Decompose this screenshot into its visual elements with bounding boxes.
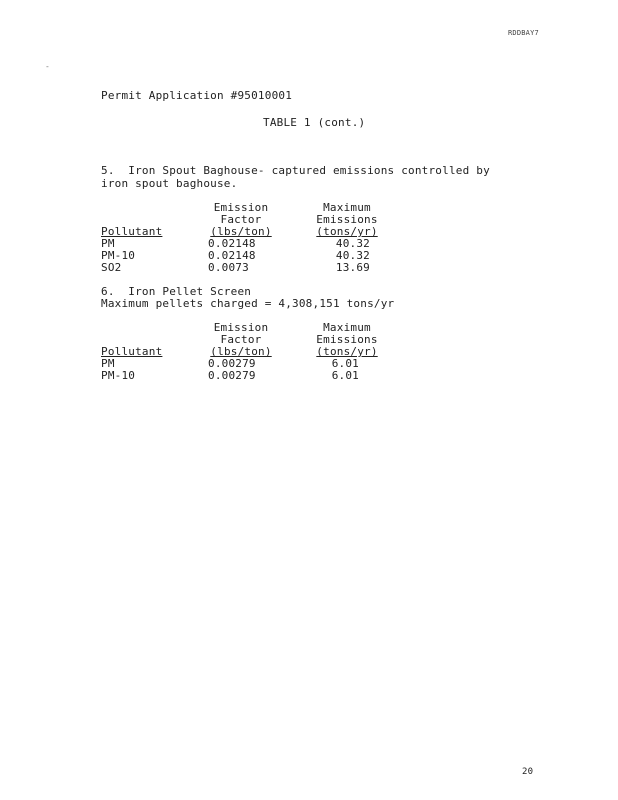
section5-row-pollutant: SO2 (101, 261, 122, 274)
section5-row-factor: 0.0073 (208, 261, 249, 274)
section6-factor-header-3: (lbs/ton) (210, 345, 272, 358)
corner-mark: - (45, 62, 51, 71)
section6-factor-header-1: Emission (213, 321, 269, 334)
section5-factor-header-3: (lbs/ton) (210, 225, 272, 238)
section6-heading-line2: Maximum pellets charged = 4,308,151 tons/yr (101, 297, 395, 310)
section6-row-max: 6.01 (331, 357, 359, 370)
page-number: 20 (522, 767, 534, 777)
section6-max-header-3: (tons/yr) (316, 345, 378, 358)
section5-max-header-3: (tons/yr) (316, 225, 378, 238)
section5-pollutant-header: Pollutant (101, 225, 163, 238)
section6-row-max: 6.01 (331, 369, 359, 382)
section5-row-pollutant: PM-10 (101, 249, 136, 262)
section5-row-max: 40.32 (335, 249, 370, 262)
section6-row-factor: 0.00279 (208, 369, 256, 382)
section5-factor-header-1: Emission (213, 201, 269, 214)
section5-heading-line2: iron spout baghouse. (101, 177, 238, 190)
section6-row-pollutant: PM (101, 357, 115, 370)
section5-heading-line1: 5. Iron Spout Baghouse- captured emissions controlled by (101, 164, 490, 177)
section6-max-header-1: Maximum (323, 321, 371, 334)
section6-row-factor: 0.00279 (208, 357, 256, 370)
section6-pollutant-header: Pollutant (101, 345, 163, 358)
section6-heading-line1: 6. Iron Pellet Screen (101, 285, 252, 298)
section5-row-pollutant: PM (101, 237, 115, 250)
section5-max-header-2: Emissions (316, 213, 378, 226)
section6-row-pollutant: PM-10 (101, 369, 136, 382)
table-title: TABLE 1 (cont.) (263, 116, 366, 129)
section5-max-header-1: Maximum (323, 201, 371, 214)
section6-max-header-2: Emissions (316, 333, 378, 346)
section5-factor-header-2: Factor (220, 213, 262, 226)
permit-application-line: Permit Application #95010001 (101, 89, 293, 102)
document-stamp: RDDBAY7 (508, 29, 539, 37)
section5-row-max: 40.32 (335, 237, 370, 250)
section5-row-factor: 0.02148 (208, 237, 256, 250)
section6-factor-header-2: Factor (220, 333, 262, 346)
section5-row-max: 13.69 (335, 261, 370, 274)
section5-row-factor: 0.02148 (208, 249, 256, 262)
